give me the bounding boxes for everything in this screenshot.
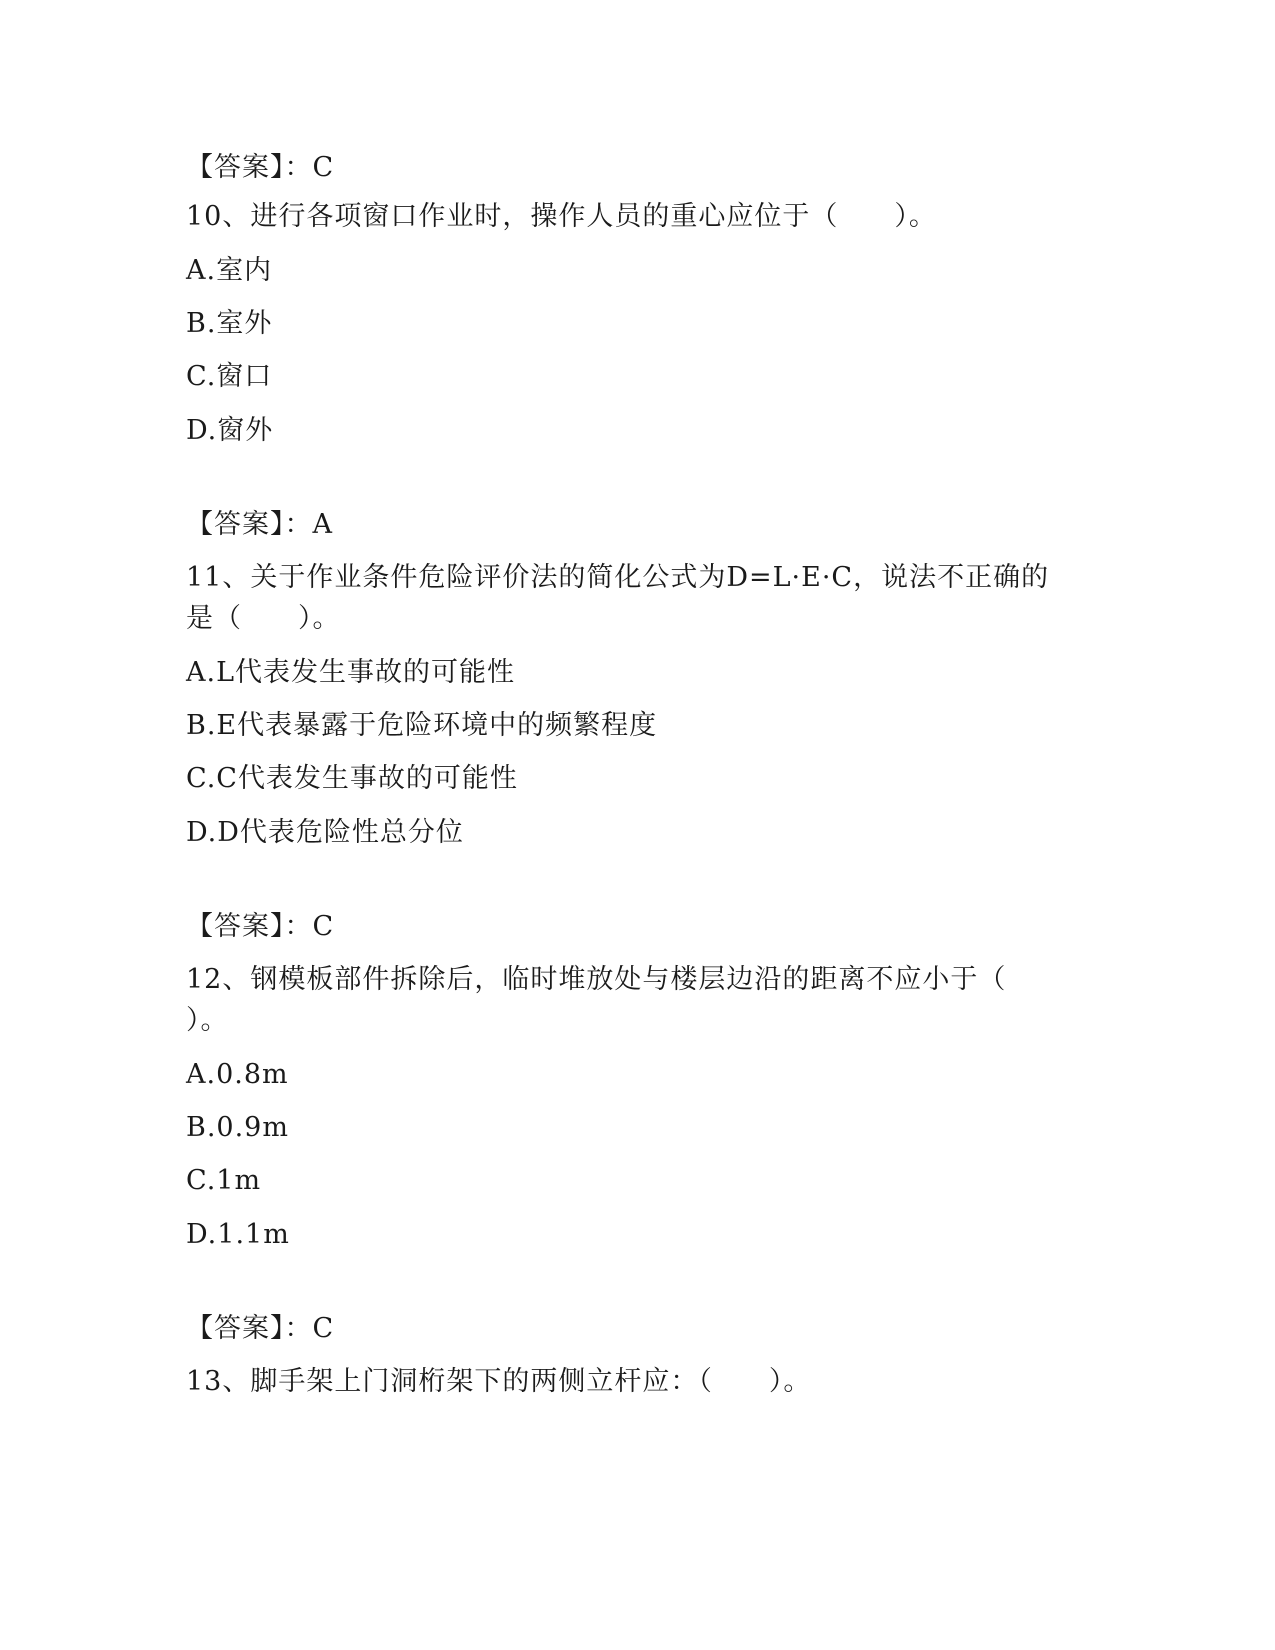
option-a: A.0.8m xyxy=(186,1059,289,1090)
option-d: D.窗外 xyxy=(186,415,274,446)
question-text: 13、脚手架上门洞桁架下的两侧立杆应：（ ）。 xyxy=(186,1366,812,1397)
option-b: B.室外 xyxy=(186,308,273,339)
option-c: C.窗口 xyxy=(186,361,273,392)
option-c: C.1m xyxy=(186,1165,262,1196)
answer-line: 【答案】：C xyxy=(186,1313,335,1344)
option-c: C.C代表发生事故的可能性 xyxy=(186,763,518,794)
option-d: D.1.1m xyxy=(186,1219,290,1250)
option-d: D.D代表危险性总分位 xyxy=(186,817,464,848)
option-a: A.室内 xyxy=(186,255,273,286)
answer-line: 【答案】：C xyxy=(186,911,335,942)
question-text-continued: ）。 xyxy=(186,1005,229,1036)
question-text: 11、关于作业条件危险评价法的简化公式为D=L·E·C，说法不正确的 xyxy=(186,562,1050,593)
answer-line: 【答案】：C xyxy=(186,152,335,183)
option-b: B.0.9m xyxy=(186,1112,289,1143)
question-text: 10、进行各项窗口作业时，操作人员的重心应位于（ ）。 xyxy=(186,201,937,232)
option-b: B.E代表暴露于危险环境中的频繁程度 xyxy=(186,710,658,741)
answer-line: 【答案】：A xyxy=(186,509,333,540)
question-text: 12、钢模板部件拆除后，临时堆放处与楼层边沿的距离不应小于（ xyxy=(186,964,1007,995)
option-a: A.L代表发生事故的可能性 xyxy=(186,657,516,688)
question-text-continued: 是（ ）。 xyxy=(186,603,341,634)
